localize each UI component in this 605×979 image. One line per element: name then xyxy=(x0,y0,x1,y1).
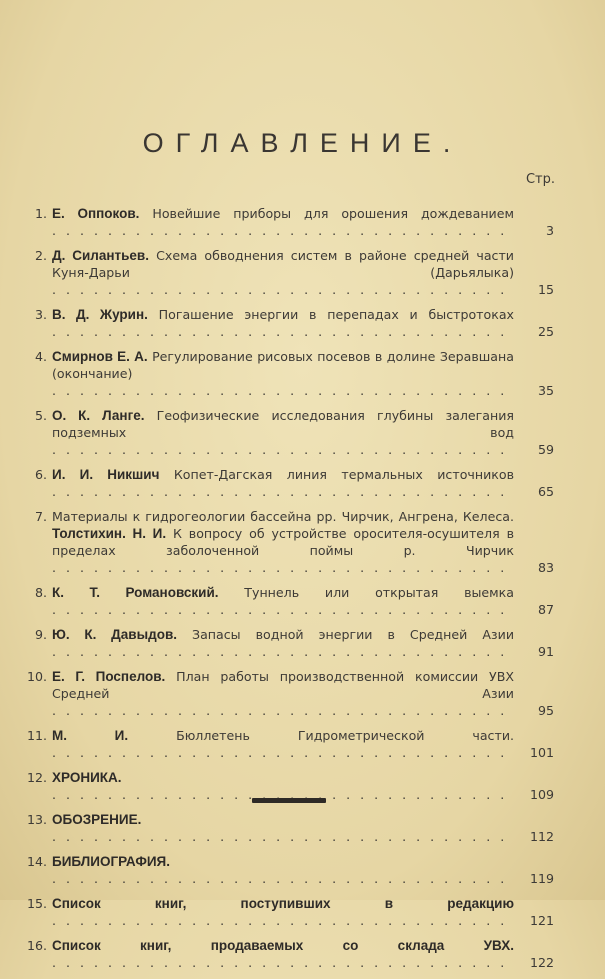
entry-number: 14. xyxy=(26,854,47,869)
entry-body xyxy=(52,584,514,618)
entry-author: БИБЛИОГРАФИЯ. xyxy=(52,854,171,869)
entry-page: 109 xyxy=(529,787,554,802)
entry-body xyxy=(52,626,514,660)
entry-number: 5. xyxy=(34,408,47,423)
entry-page: 87 xyxy=(537,602,554,617)
entry-title: Запасы водной энергии в Средней Азии xyxy=(177,627,514,642)
entry-number: 4. xyxy=(34,349,47,364)
decorative-rule xyxy=(252,798,326,803)
entry-body xyxy=(52,407,514,458)
entry-number: 6. xyxy=(34,467,47,482)
entry-page: 59 xyxy=(537,442,554,457)
entry-page: 95 xyxy=(537,703,554,718)
toc-entry xyxy=(24,508,554,576)
entry-number: 3. xyxy=(34,307,47,322)
toc-entry xyxy=(24,407,554,458)
entry-body xyxy=(52,811,514,845)
dot-leader xyxy=(52,871,514,886)
dot-leader xyxy=(52,829,514,844)
entry-page: 25 xyxy=(537,324,554,339)
entry-body xyxy=(52,247,514,298)
entry-author: Список книг, поступивших в редакцию xyxy=(52,896,514,911)
entry-number: 10. xyxy=(26,669,47,684)
toc-entry xyxy=(24,205,554,239)
entry-page: 119 xyxy=(529,871,554,886)
entry-author: Смирнов Е. А. xyxy=(52,349,148,364)
entry-author: ХРОНИКА. xyxy=(52,770,122,785)
entry-number: 7. xyxy=(34,509,47,524)
dot-leader xyxy=(52,602,514,617)
toc-entry xyxy=(24,584,554,618)
entry-body xyxy=(52,727,514,761)
entry-body xyxy=(52,895,514,929)
toc-entry xyxy=(24,247,554,298)
entry-number: 11. xyxy=(26,728,47,743)
entry-author: М. И. xyxy=(52,728,129,743)
entry-body xyxy=(52,205,514,239)
toc-entry xyxy=(24,466,554,500)
toc-entry xyxy=(24,727,554,761)
entry-title: Туннель или открытая выемка xyxy=(218,585,514,600)
entry-page: 121 xyxy=(529,913,554,928)
dot-leader xyxy=(52,644,514,659)
dot-leader xyxy=(52,223,514,238)
toc-entry xyxy=(24,811,554,845)
entry-author: О. К. Ланге. xyxy=(52,408,145,423)
dot-leader xyxy=(52,442,514,457)
entry-page: 65 xyxy=(537,484,554,499)
dot-leader xyxy=(52,955,514,970)
entry-page: 15 xyxy=(537,282,554,297)
dot-leader xyxy=(52,560,514,575)
entry-body xyxy=(52,853,514,887)
dot-leader xyxy=(52,383,514,398)
dot-leader xyxy=(52,703,514,718)
entry-author: К. Т. Романовский. xyxy=(52,585,219,600)
entry-body xyxy=(52,668,514,719)
entry-prefix: Материалы к гидрогеологии бассейна рр. Чирчик, Ангрена, Келеса. xyxy=(52,509,514,524)
toc-entry xyxy=(24,348,554,399)
toc-entry xyxy=(24,853,554,887)
entry-number: 9. xyxy=(34,627,47,642)
entry-number: 8. xyxy=(34,585,47,600)
entry-author: В. Д. Журин. xyxy=(52,307,148,322)
entry-body xyxy=(52,306,514,340)
entry-author: Ю. К. Давыдов. xyxy=(52,627,177,642)
entry-page: 122 xyxy=(529,955,554,970)
entry-author: И. И. Никшич xyxy=(52,467,160,482)
entry-body xyxy=(52,466,514,500)
entry-title: Регулирование рисовых посевов в долине Зеравшана (окончание) xyxy=(52,349,514,381)
dot-leader xyxy=(52,745,514,760)
entry-page: 91 xyxy=(537,644,554,659)
entry-author: Толстихин. Н. И. xyxy=(52,526,167,541)
entry-page: 35 xyxy=(537,383,554,398)
entry-author: ОБОЗРЕНИЕ. xyxy=(52,812,142,827)
entry-title: Схема обводнения систем в районе средней части Куня-Дарьи (Дарьялыка) xyxy=(52,248,514,280)
entry-title: Бюллетень Гидрометрической части. xyxy=(128,728,514,743)
entry-author: Е. Оппоков. xyxy=(52,206,140,221)
toc-entry xyxy=(24,937,554,971)
entry-body xyxy=(52,348,514,399)
entry-number: 2. xyxy=(34,248,47,263)
entry-number: 13. xyxy=(26,812,47,827)
entry-title: Копет-Дагская линия термальных источников xyxy=(159,467,514,482)
table-of-contents xyxy=(24,205,554,979)
toc-entry xyxy=(24,895,554,929)
entry-number: 1. xyxy=(34,206,47,221)
entry-number: 15. xyxy=(26,896,47,911)
entry-title: Погашение энергии в перепадах и быстротоках xyxy=(147,307,514,322)
entry-author: Список книг, продаваемых со склада УВХ. xyxy=(52,938,514,953)
entry-page: 83 xyxy=(537,560,554,575)
entry-author: Е. Г. Поспелов. xyxy=(52,669,166,684)
page-title: ОГЛАВЛЕНИЕ. xyxy=(142,128,463,158)
entry-page: 101 xyxy=(529,745,554,760)
entry-page: 3 xyxy=(545,223,554,238)
entry-title: План работы производственной комиссии УВХ Средней Азии xyxy=(52,669,514,701)
dot-leader xyxy=(52,484,514,499)
entry-page: 112 xyxy=(529,829,554,844)
entry-title: Новейшие приборы для орошения дождеванием xyxy=(139,206,514,221)
entry-number: 16. xyxy=(26,938,47,953)
entry-body xyxy=(52,937,514,971)
page-column-label: Стр. xyxy=(525,172,555,187)
entry-title: К вопросу об устройстве оросителя-осушителя в пределах заболоченной поймы р. Чирчик xyxy=(52,526,514,558)
toc-entry xyxy=(24,306,554,340)
toc-entry xyxy=(24,626,554,660)
dot-leader xyxy=(52,282,514,297)
entry-body xyxy=(52,508,514,576)
dot-leader xyxy=(52,324,514,339)
entry-title: Геофизические исследования глубины залегания подземных вод xyxy=(52,408,514,440)
entry-author: Д. Силантьев. xyxy=(52,248,149,263)
entry-number: 12. xyxy=(26,770,47,785)
toc-entry xyxy=(24,668,554,719)
dot-leader xyxy=(52,913,514,928)
